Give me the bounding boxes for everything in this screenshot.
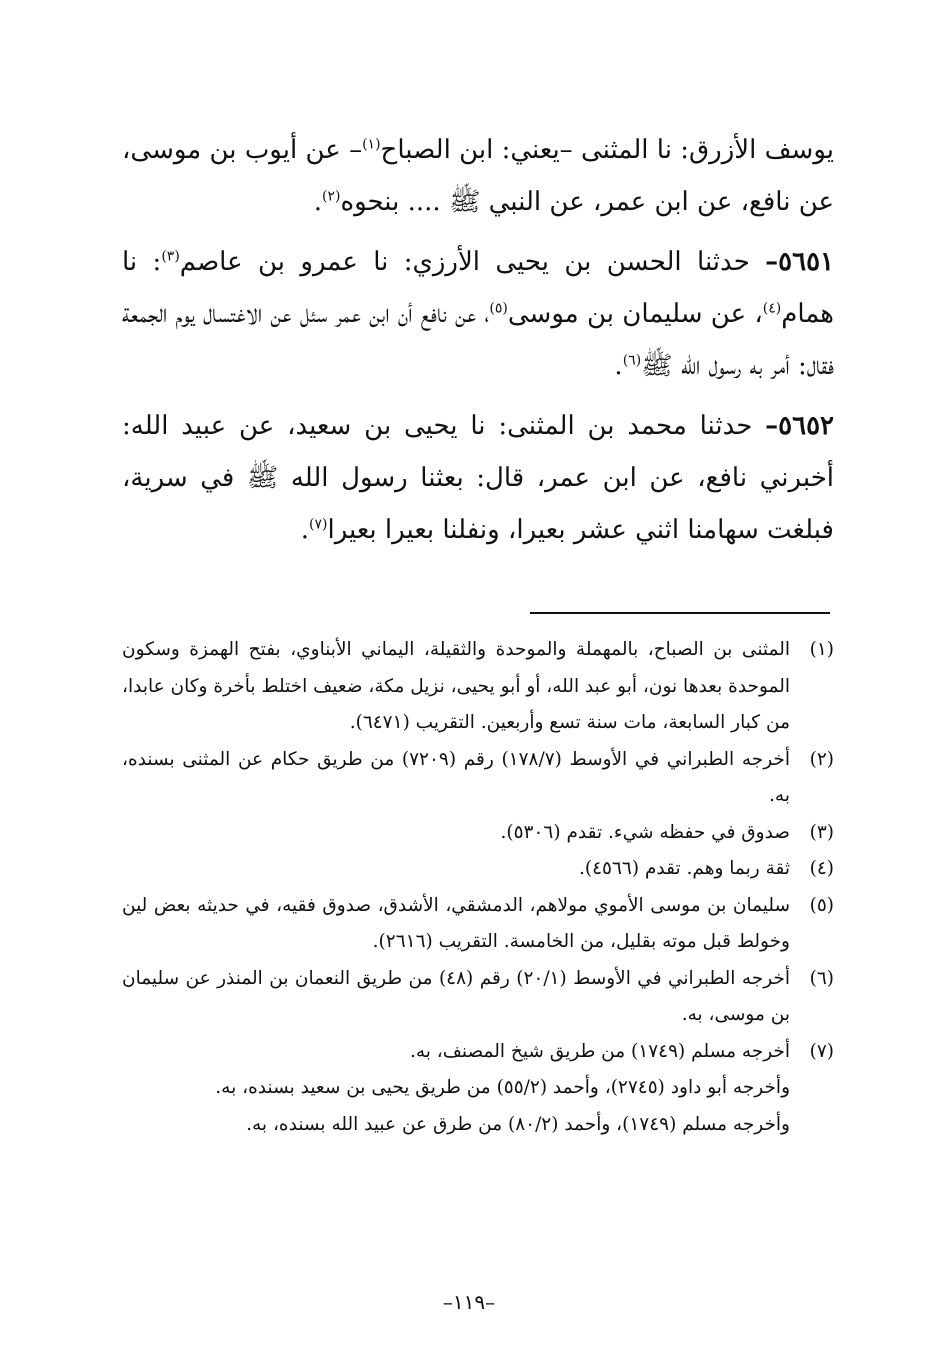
footnote-4 xyxy=(122,851,834,888)
text-segment: . xyxy=(313,187,322,217)
footnote-ref-6[interactable]: (٦) xyxy=(622,352,642,369)
footnote-text: أخرجه الطبراني في الأوسط (٢٠/١) رقم (٤٨) من طريق النعمان بن المنذر عن سليمان بن موسى، به. xyxy=(122,967,791,1025)
footnote-7 xyxy=(122,1034,834,1071)
footnote-7-continuation: وأخرجه أبو داود (٢٧٤٥)، وأحمد (٥٥/٢) من طريق يحيى بن سعيد بسنده، به. xyxy=(215,1077,790,1098)
text-segment: حدثنا الحسن بن يحيى الأرزي: نا عمرو بن عاصم xyxy=(179,247,766,277)
text-segment: : نا همام xyxy=(122,247,834,329)
footnote-label: (٥) xyxy=(809,894,834,916)
main-text xyxy=(122,124,834,564)
footnote-ref-1[interactable]: (١) xyxy=(362,136,381,153)
text-segment: – عن أيوب بن موسى، عن نافع، عن ابن عمر، عن النبي ﷺ .... بنحوه xyxy=(122,135,834,217)
hadith-5652 xyxy=(122,400,834,556)
footnote-3 xyxy=(122,815,834,852)
text-segment: حدثنا محمد بن المثنى: نا يحيى بن سعيد، عن عبيد الله: أخبرني نافع، عن ابن عمر، قال: بعثنا رسول الله ﷺ في سرية، فبلغت سهامنا اثني عشر بعيرا، ونفلنا بعيرا بعيرا xyxy=(122,411,834,545)
footnote-text: المثنى بن الصباح، بالمهملة والموحدة والثقيلة، اليماني الأبناوي، بفتح الهمزة وسكون الموحدة بعدها نون، أبو عبد الله، أو أبو يحيى، نزيل مكة، ضعيف اختلط بأخرة وكان عابدا، من كبار السابعة، مات سنة تسع وأربعين. التقريب (٦٤٧١). xyxy=(122,639,790,733)
page-number: –١١٩– xyxy=(442,1290,496,1314)
footnote-6 xyxy=(122,961,834,1034)
paragraph-continuation xyxy=(122,124,834,228)
footnote-ref-5[interactable]: (٥) xyxy=(489,300,508,317)
footnote-2 xyxy=(122,742,834,815)
footnote-label: (٣) xyxy=(809,821,834,843)
footnote-7-continuation: وأخرجه مسلم (١٧٤٩)، وأحمد (٨٠/٢) من طرق عن عبيد الله بسنده، به. xyxy=(246,1113,790,1135)
footnote-text: صدوق في حفظه شيء. تقدم (٥٣٠٦). xyxy=(500,821,790,843)
footnote-label: (٦) xyxy=(809,967,834,989)
footnote-label: (٢) xyxy=(809,748,834,770)
footnote-label: (١) xyxy=(809,639,834,660)
footnote-ref-3[interactable]: (٣) xyxy=(161,248,180,265)
footnote-separator xyxy=(530,612,830,614)
footnote-ref-2[interactable]: (٢) xyxy=(321,188,341,205)
footnote-text: ثقة ربما وهم. تقدم (٤٥٦٦). xyxy=(579,858,790,879)
text-segment: ، عن نافع أن ابن عمر سئل عن الاغتسال يوم الجمعة فقال: أمر به رسول الله ﷺ xyxy=(122,299,834,381)
footnote-label: (٤) xyxy=(809,858,834,879)
footnote-text: سليمان بن موسى الأموي مولاهم، الدمشقي، الأشدق، صدوق فقيه، في حديثه بعض لين وخولط قبل موته بقليل، من الخامسة. التقريب (٢٦١٦). xyxy=(122,894,790,952)
text-segment: . xyxy=(614,351,623,381)
footnotes xyxy=(122,632,834,1143)
footnote-1 xyxy=(122,632,834,742)
footnote-ref-7[interactable]: (٧) xyxy=(309,516,328,533)
hadith-5651 xyxy=(122,236,834,392)
text-segment: يوسف الأزرق: نا المثنى –يعني: ابن الصباح xyxy=(380,135,834,165)
text-segment: . xyxy=(300,515,309,545)
hadith-number: ٥٦٥١– xyxy=(765,247,835,277)
text-segment: ، عن سليمان بن موسى xyxy=(507,299,763,329)
footnote-text: أخرجه الطبراني في الأوسط (١٧٨/٧) رقم (٧٢٠٩) من طريق حكام عن المثنى بسنده، به. xyxy=(122,748,790,806)
footnote-5 xyxy=(122,888,834,961)
footnote-text: أخرجه مسلم (١٧٤٩) من طريق شيخ المصنف، به. xyxy=(409,1040,790,1062)
footnote-label: (٧) xyxy=(809,1040,834,1062)
footnote-ref-4[interactable]: (٤) xyxy=(762,300,782,317)
hadith-number: ٥٦٥٢– xyxy=(765,411,834,441)
